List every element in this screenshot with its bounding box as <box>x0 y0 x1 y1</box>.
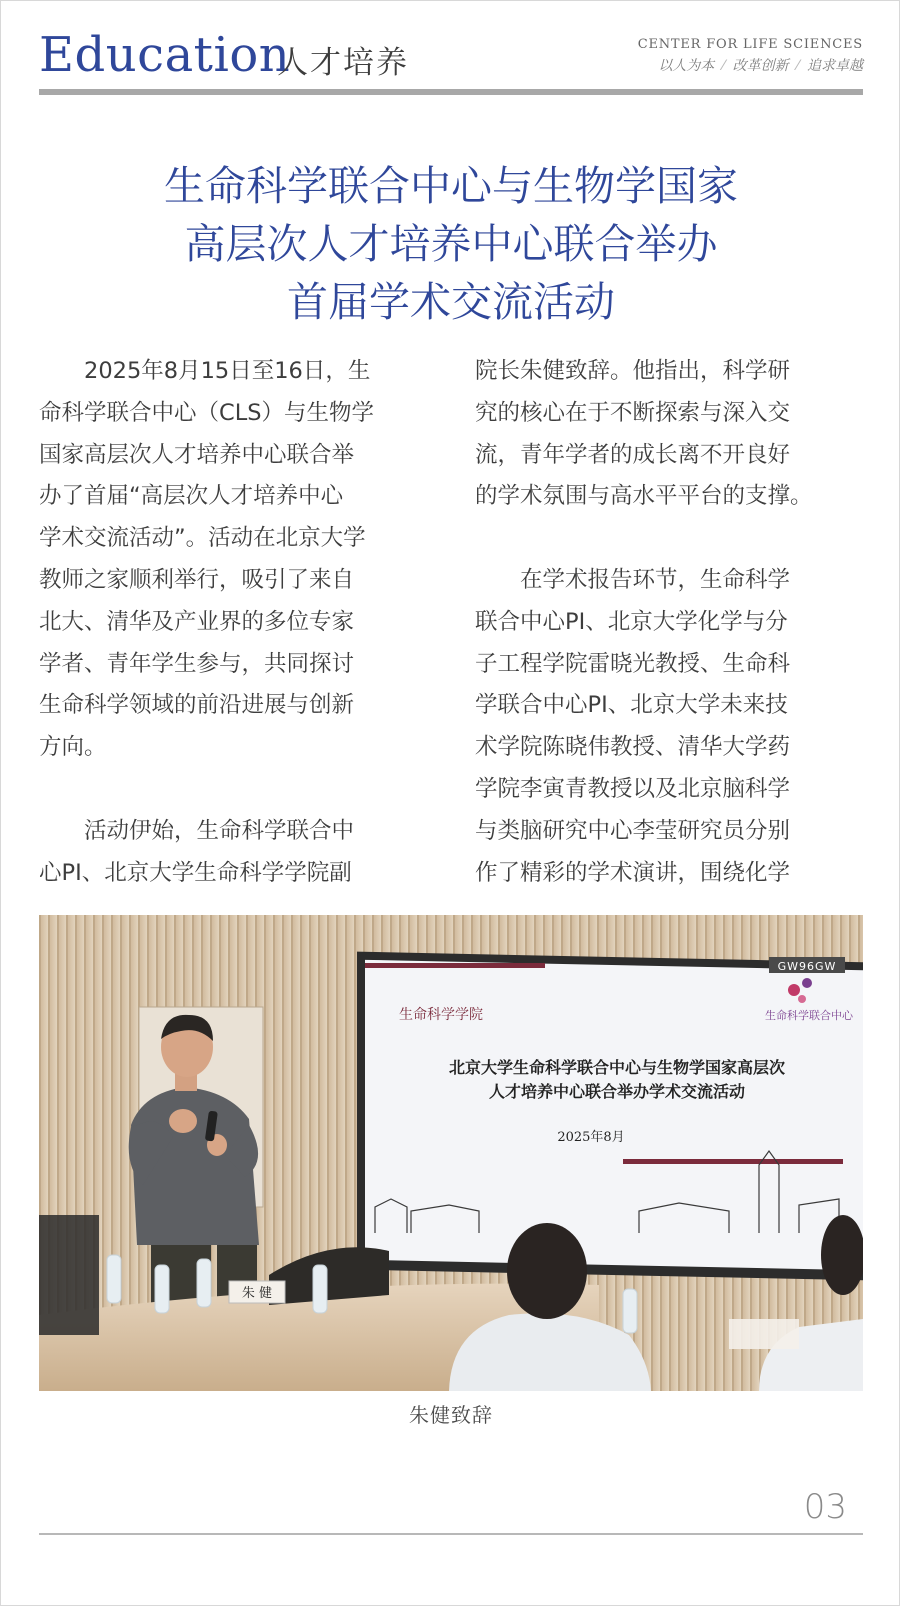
text-line: 学院李寅青教授以及北京脑科学 <box>475 775 791 802</box>
text-line: 与类脑研究中心李莹研究员分别 <box>475 817 791 844</box>
water-bottle <box>107 1255 121 1303</box>
footer-rule <box>39 1533 863 1535</box>
text-line: 的学术氛围与高水平平台的支撑。 <box>475 483 813 510</box>
screen-title-line: 北京大学生命科学联合中心与生物学国家高层次 <box>448 1058 786 1077</box>
text-line: 国家高层次人才培养中心联合举 <box>39 441 355 468</box>
paragraph-gap <box>475 518 867 560</box>
text-line: 方向。 <box>39 734 107 761</box>
water-bottle <box>155 1265 169 1313</box>
text-line: 流，青年学者的成长离不开良好 <box>475 441 791 468</box>
screen-title-line: 人才培养中心联合举办学术交流活动 <box>488 1082 746 1101</box>
section-title-cn: 人才培养 <box>277 45 409 81</box>
paragraph-gap <box>39 769 429 811</box>
projection-screen <box>357 952 863 1281</box>
logo-dot-icon <box>802 978 812 988</box>
text-line: 在学术报告环节，生命科学 <box>475 566 791 593</box>
page-number: 03 <box>803 1487 847 1527</box>
title-line: 高层次人才培养中心联合举办 <box>184 220 718 268</box>
water-bottle <box>623 1289 637 1333</box>
water-bottle <box>313 1265 327 1313</box>
body-column-left <box>39 351 429 894</box>
text-line: 子工程学院雷晓光教授、生命科 <box>475 650 791 677</box>
header-rule <box>39 89 863 95</box>
section-title-en: Education <box>39 27 291 83</box>
logo-dot-icon <box>788 984 800 996</box>
screen-date: 2025年8月 <box>557 1130 625 1145</box>
text-line: 心PI、北京大学生命科学学院副 <box>39 859 352 886</box>
text-line: 作了精彩的学术演讲，围绕化学 <box>475 859 791 886</box>
body-column-right <box>475 351 867 894</box>
text-line: 学联合中心PI、北京大学未来技 <box>475 692 788 719</box>
brand-name: CENTER FOR LIFE SCIENCES <box>637 37 863 52</box>
nameplate-text: 朱 健 <box>241 1286 273 1301</box>
text-line: 学术交流活动”。活动在北京大学 <box>39 525 366 552</box>
text-line: 命科学联合中心（CLS）与生物学 <box>39 399 375 426</box>
screen-stripe-bottom <box>623 1159 843 1164</box>
article-title <box>39 157 863 331</box>
text-line: 教师之家顺利举行，吸引了来自 <box>39 566 355 593</box>
screen-badge: GW96GW <box>777 960 837 973</box>
screen-logo-left: 生命科学学院 <box>399 1007 483 1023</box>
water-bottle <box>197 1259 211 1307</box>
text-line: 院长朱健致辞。他指出，科学研 <box>475 358 791 384</box>
slogan-item: 以人为本 <box>658 58 715 74</box>
text-line: 究的核心在于不断探索与深入交 <box>475 399 791 426</box>
photo-illustration <box>39 915 863 1391</box>
text-line: 办了首届“高层次人才培养中心 <box>39 483 344 510</box>
text-line: 联合中心PI、北京大学化学与分 <box>475 608 788 635</box>
screen-logo-right: 生命科学联合中心 <box>765 1009 853 1022</box>
text-line: 2025年8月15日至16日，生 <box>39 358 371 384</box>
title-line: 生命科学联合中心与生物学国家 <box>164 162 738 210</box>
event-photo <box>39 915 863 1391</box>
slogan-item: 改革创新 <box>732 58 789 74</box>
slogan-separator: ⁄ <box>796 58 799 74</box>
title-line: 首届学术交流活动 <box>287 278 615 326</box>
screen-stripe-top <box>365 963 545 968</box>
brand-slogan <box>658 55 863 75</box>
page-header <box>39 23 863 99</box>
text-line: 活动伊始，生命科学联合中 <box>39 817 355 844</box>
text-line: 生命科学领域的前沿进展与创新 <box>39 692 355 719</box>
logo-dot-icon <box>798 995 806 1003</box>
text-line: 学者、青年学生参与，共同探讨 <box>39 650 355 677</box>
slogan-item: 追求卓越 <box>807 58 863 74</box>
photo-caption: 朱健致辞 <box>409 1403 493 1427</box>
text-line: 术学院陈晓伟教授、清华大学药 <box>475 734 791 761</box>
slogan-separator: ⁄ <box>722 58 725 74</box>
text-line: 北大、清华及产业界的多位专家 <box>39 608 355 635</box>
